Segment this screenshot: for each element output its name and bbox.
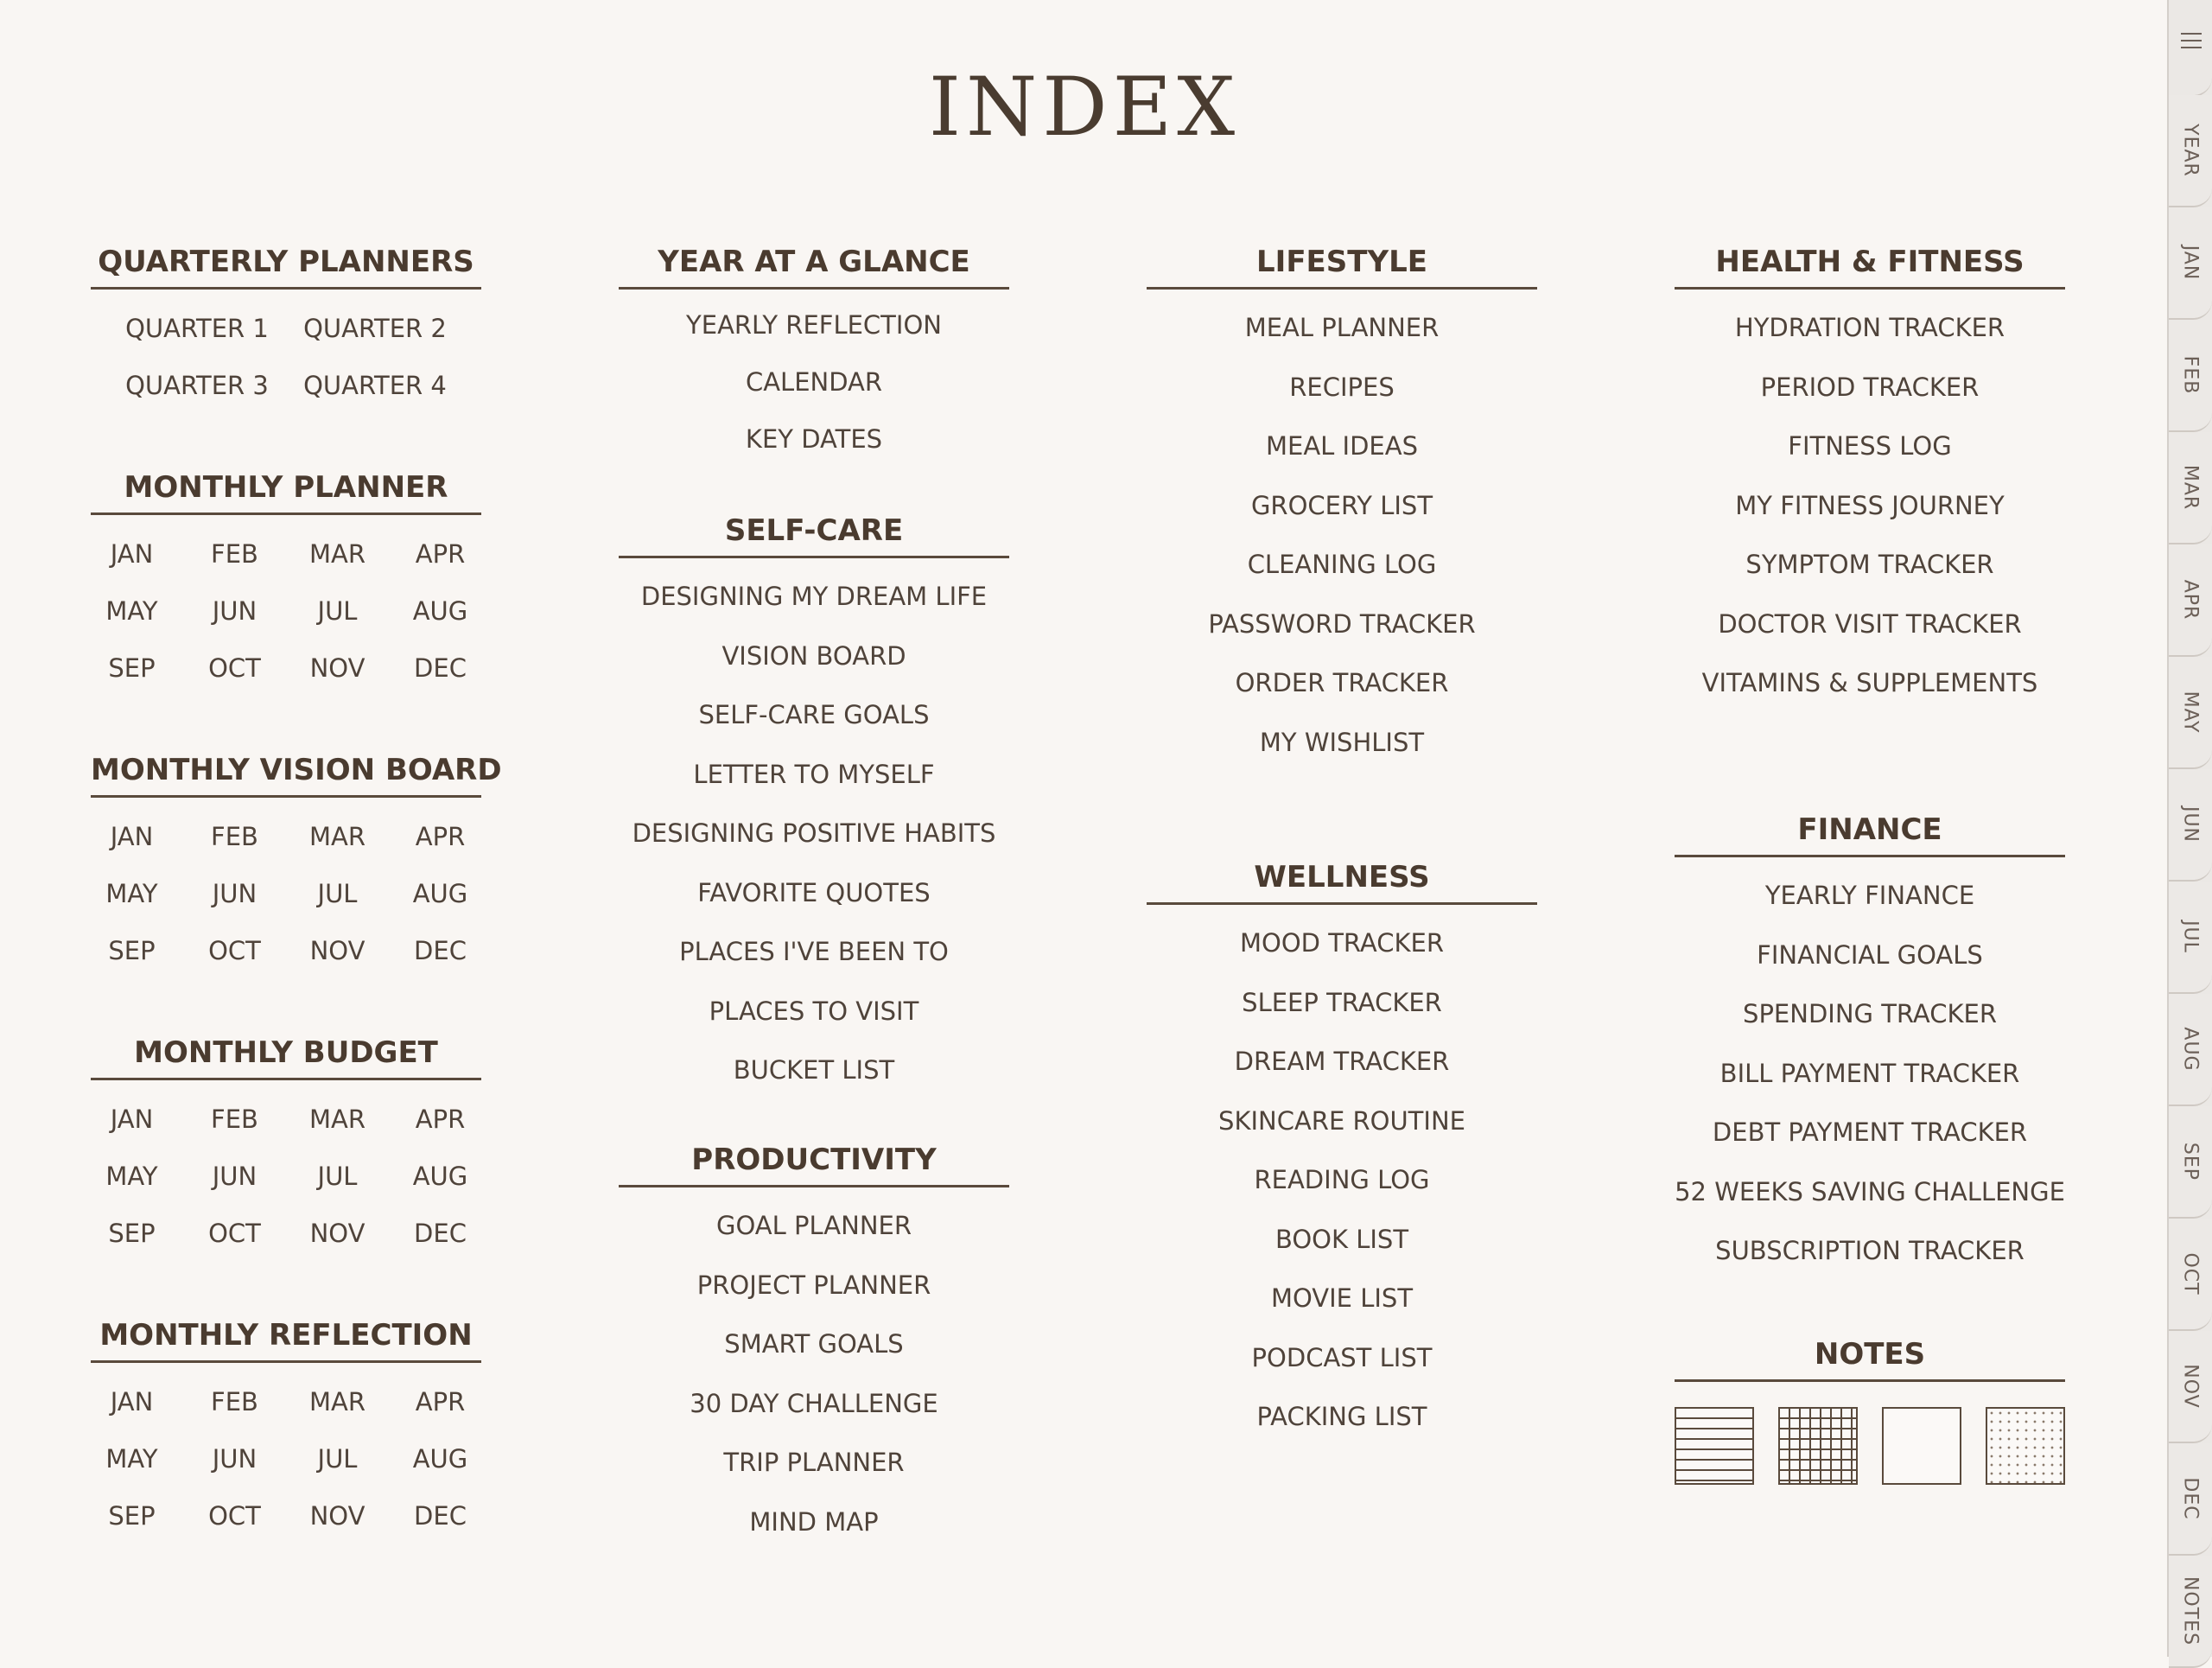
tab-feb[interactable] (2169, 320, 2212, 432)
health-fitness-item[interactable]: SYMPTOM TRACKER (1745, 550, 1994, 579)
vision-board-month-mar[interactable]: MAR (308, 822, 365, 851)
vision-board-month-oct[interactable]: OCT (208, 936, 261, 965)
monthly-planner-month-jun[interactable]: JUN (212, 596, 257, 626)
lifestyle-item[interactable]: GROCERY LIST (1250, 490, 1433, 520)
notes-section (1675, 1333, 2065, 1485)
productivity-heading: PRODUCTIVITY (619, 1138, 1009, 1187)
wellness-item[interactable]: SKINCARE ROUTINE (1218, 1105, 1465, 1136)
monthly-planner-month-apr[interactable]: APR (415, 539, 466, 569)
finance-item[interactable]: SUBSCRIPTION TRACKER (1715, 1236, 2024, 1265)
tab-label: YEAR (2179, 124, 2202, 177)
tab-label: OCT (2179, 1252, 2202, 1296)
tab-label: NOTES (2179, 1576, 2202, 1646)
lifestyle-item[interactable]: ORDER TRACKER (1235, 668, 1449, 697)
vision-board-month-jun[interactable]: JUN (212, 879, 257, 908)
productivity-section (619, 1138, 1009, 1551)
finance-item[interactable]: BILL PAYMENT TRACKER (1719, 1058, 2020, 1088)
health-fitness-heading: HEALTH & FITNESS (1675, 240, 2065, 290)
tab-label: DEC (2179, 1477, 2202, 1520)
lifestyle-item[interactable]: MY WISHLIST (1259, 727, 1425, 757)
self-care-section (619, 509, 1009, 1100)
self-care-item[interactable]: PLACES I'VE BEEN TO (679, 937, 949, 966)
monthly-planner-month-aug[interactable]: AUG (412, 596, 468, 626)
productivity-list (619, 1196, 1009, 1551)
lifestyle-list (1147, 298, 1537, 772)
notes-heading: NOTES (1675, 1333, 2065, 1382)
monthly-budget-month-jan[interactable]: JAN (110, 1105, 154, 1134)
lifestyle-item[interactable]: MEAL PLANNER (1244, 313, 1440, 342)
monthly-budget-month-sep[interactable]: SEP (108, 1219, 156, 1248)
key-dates-link[interactable]: KEY DATES (745, 424, 883, 454)
health-fitness-section (1675, 240, 2065, 713)
dotted-icon[interactable] (1986, 1407, 2065, 1485)
tab-jan[interactable] (2169, 207, 2212, 320)
self-care-item[interactable]: SELF-CARE GOALS (698, 700, 930, 729)
self-care-item[interactable]: BUCKET LIST (733, 1055, 895, 1085)
monthly-reflection-month-oct[interactable]: OCT (208, 1501, 261, 1531)
tab-jun[interactable] (2169, 769, 2212, 882)
tab-apr[interactable] (2169, 544, 2212, 657)
lifestyle-item[interactable]: MEAL IDEAS (1265, 431, 1418, 461)
tab-nov[interactable] (2169, 1331, 2212, 1443)
lifestyle-item[interactable]: PASSWORD TRACKER (1208, 608, 1476, 639)
health-fitness-list (1675, 298, 2065, 713)
tab-notes[interactable] (2169, 1556, 2212, 1668)
finance-item[interactable]: SPENDING TRACKER (1743, 999, 1997, 1028)
quarter-1-link[interactable]: QUARTER 1 (125, 314, 269, 343)
wellness-item[interactable]: PODCAST LIST (1251, 1342, 1433, 1372)
tab-dec[interactable] (2169, 1443, 2212, 1556)
vision-board-month-dec[interactable]: DEC (414, 936, 467, 965)
monthly-vision-board-heading: MONTHLY VISION BOARD (91, 748, 481, 798)
monthly-budget-section (91, 1031, 481, 1262)
menu-tab[interactable] (2169, 0, 2212, 97)
monthly-budget-heading: MONTHLY BUDGET (91, 1031, 481, 1080)
quarterly-planners-section (91, 240, 481, 414)
monthly-planner-month-jan[interactable]: JAN (110, 539, 154, 569)
monthly-budget-month-feb[interactable]: FEB (211, 1105, 258, 1134)
year-at-a-glance-heading: YEAR AT A GLANCE (619, 240, 1009, 290)
self-care-list (619, 567, 1009, 1100)
tab-label: JAN (2179, 245, 2202, 281)
finance-section (1675, 808, 2065, 1281)
vision-board-month-apr[interactable]: APR (415, 822, 466, 851)
monthly-budget-month-dec[interactable]: DEC (414, 1219, 467, 1248)
monthly-reflection-month-mar[interactable]: MAR (308, 1387, 365, 1417)
tab-label: MAY (2179, 691, 2202, 734)
blank-icon[interactable] (1882, 1407, 1961, 1485)
monthly-reflection-month-jun[interactable]: JUN (212, 1444, 257, 1474)
monthly-planner-month-feb[interactable]: FEB (211, 539, 258, 569)
monthly-reflection-heading: MONTHLY REFLECTION (91, 1314, 481, 1363)
vision-board-month-nov[interactable]: NOV (309, 936, 365, 965)
lifestyle-item[interactable]: RECIPES (1289, 372, 1395, 402)
monthly-planner-month-jul[interactable]: JUL (317, 596, 358, 626)
tab-label: FEB (2179, 355, 2202, 395)
monthly-reflection-month-feb[interactable]: FEB (211, 1387, 258, 1417)
tab-label: NOV (2179, 1364, 2202, 1409)
monthly-planner-heading: MONTHLY PLANNER (91, 466, 481, 515)
productivity-item[interactable]: SMART GOALS (724, 1329, 904, 1359)
self-care-item[interactable]: LETTER TO MYSELF (693, 759, 935, 789)
calendar-link[interactable]: CALENDAR (745, 367, 883, 397)
monthly-reflection-section (91, 1314, 481, 1544)
monthly-reflection-month-jan[interactable]: JAN (110, 1387, 154, 1417)
self-care-item[interactable]: FAVORITE QUOTES (697, 877, 931, 907)
self-care-item[interactable]: VISION BOARD (721, 640, 906, 671)
tab-label: AUG (2179, 1027, 2202, 1072)
vision-board-month-sep[interactable]: SEP (108, 936, 156, 965)
finance-list (1675, 866, 2065, 1281)
productivity-item[interactable]: TRIP PLANNER (723, 1448, 905, 1477)
monthly-reflection-month-may[interactable]: MAY (105, 1444, 158, 1474)
vision-board-month-may[interactable]: MAY (105, 879, 158, 908)
tab-year[interactable] (2169, 95, 2212, 207)
monthly-planner-section (91, 466, 481, 697)
tab-label: SEP (2179, 1142, 2202, 1181)
tab-mar[interactable] (2169, 432, 2212, 544)
tab-sep[interactable] (2169, 1106, 2212, 1219)
monthly-reflection-month-apr[interactable]: APR (415, 1387, 466, 1417)
monthly-vision-board-section (91, 748, 502, 979)
monthly-planner-month-may[interactable]: MAY (105, 596, 158, 626)
monthly-planner-month-mar[interactable]: MAR (308, 539, 365, 569)
tab-oct[interactable] (2169, 1219, 2212, 1331)
lifestyle-section (1147, 240, 1537, 772)
productivity-item[interactable]: MIND MAP (749, 1506, 879, 1537)
monthly-budget-month-aug[interactable]: AUG (412, 1162, 468, 1191)
finance-heading: FINANCE (1675, 808, 2065, 857)
side-tab-strip (2167, 0, 2212, 1657)
wellness-item[interactable]: PACKING LIST (1256, 1402, 1427, 1431)
lifestyle-heading: LIFESTYLE (1147, 240, 1537, 290)
health-fitness-item[interactable]: MY FITNESS JOURNEY (1735, 490, 2005, 520)
health-fitness-item[interactable]: DOCTOR VISIT TRACKER (1718, 608, 2022, 639)
monthly-budget-months (91, 1091, 481, 1262)
tab-aug[interactable] (2169, 994, 2212, 1106)
tab-label: MAR (2179, 464, 2202, 511)
monthly-reflection-month-sep[interactable]: SEP (108, 1501, 156, 1531)
grid-icon[interactable] (1778, 1407, 1858, 1485)
tab-label: APR (2179, 579, 2202, 621)
monthly-reflection-month-nov[interactable]: NOV (309, 1501, 365, 1531)
wellness-item[interactable]: BOOK LIST (1274, 1224, 1409, 1254)
quarterly-planners-heading: QUARTERLY PLANNERS (91, 240, 481, 290)
lined-icon[interactable] (1675, 1407, 1754, 1485)
self-care-item[interactable]: PLACES TO VISIT (709, 996, 919, 1026)
finance-item[interactable]: YEARLY FINANCE (1764, 881, 1975, 910)
monthly-planner-month-nov[interactable]: NOV (309, 653, 365, 683)
vision-board-month-aug[interactable]: AUG (412, 879, 468, 908)
vision-board-month-jan[interactable]: JAN (110, 822, 154, 851)
finance-item[interactable]: 52 WEEKS SAVING CHALLENGE (1675, 1176, 2065, 1206)
tab-jul[interactable] (2169, 882, 2212, 994)
monthly-reflection-month-jul[interactable]: JUL (317, 1444, 358, 1474)
page-title: INDEX (928, 60, 1241, 155)
menu-icon (2181, 33, 2202, 54)
tab-label: JUN (2179, 805, 2202, 844)
tab-may[interactable] (2169, 657, 2212, 769)
monthly-planner-month-sep[interactable]: SEP (108, 653, 156, 683)
wellness-item[interactable]: SLEEP TRACKER (1242, 987, 1442, 1017)
monthly-budget-month-nov[interactable]: NOV (309, 1219, 365, 1248)
monthly-budget-month-may[interactable]: MAY (105, 1162, 158, 1191)
productivity-item[interactable]: PROJECT PLANNER (696, 1270, 931, 1300)
yearly-reflection-link[interactable]: YEARLY REFLECTION (686, 310, 942, 340)
monthly-reflection-month-aug[interactable]: AUG (412, 1444, 468, 1474)
monthly-reflection-months (91, 1373, 481, 1544)
wellness-list (1147, 914, 1537, 1447)
monthly-planner-months (91, 525, 481, 697)
health-fitness-item[interactable]: HYDRATION TRACKER (1734, 313, 2005, 342)
self-care-item[interactable]: DESIGNING POSITIVE HABITS (632, 818, 996, 848)
vision-board-month-feb[interactable]: FEB (211, 822, 258, 851)
lifestyle-item[interactable]: CLEANING LOG (1247, 550, 1437, 579)
wellness-section (1147, 856, 1537, 1447)
vision-board-month-jul[interactable]: JUL (317, 879, 358, 908)
tab-label: JUL (2179, 920, 2202, 953)
wellness-heading: WELLNESS (1147, 856, 1537, 905)
monthly-planner-month-oct[interactable]: OCT (208, 653, 261, 683)
productivity-item[interactable]: GOAL PLANNER (715, 1211, 912, 1240)
monthly-vision-board-months (91, 808, 481, 979)
finance-item[interactable]: FINANCIAL GOALS (1757, 939, 1983, 970)
wellness-item[interactable]: MOOD TRACKER (1240, 928, 1444, 958)
monthly-budget-month-jul[interactable]: JUL (317, 1162, 358, 1191)
self-care-heading: SELF-CARE (619, 509, 1009, 558)
health-fitness-item[interactable]: VITAMINS & SUPPLEMENTS (1701, 668, 2038, 697)
wellness-item[interactable]: READING LOG (1254, 1165, 1430, 1194)
monthly-budget-month-apr[interactable]: APR (415, 1105, 466, 1134)
quarter-3-link[interactable]: QUARTER 3 (125, 371, 269, 400)
finance-item[interactable]: DEBT PAYMENT TRACKER (1712, 1117, 2028, 1147)
health-fitness-item[interactable]: PERIOD TRACKER (1760, 372, 1980, 402)
monthly-reflection-month-dec[interactable]: DEC (414, 1501, 467, 1531)
year-at-a-glance-section (619, 240, 1009, 468)
productivity-item[interactable]: 30 DAY CHALLENGE (690, 1388, 938, 1418)
quarter-4-link[interactable]: QUARTER 4 (303, 371, 447, 400)
monthly-budget-month-oct[interactable]: OCT (208, 1219, 261, 1248)
monthly-budget-month-jun[interactable]: JUN (212, 1162, 257, 1191)
wellness-item[interactable]: MOVIE LIST (1270, 1283, 1414, 1313)
monthly-budget-month-mar[interactable]: MAR (308, 1105, 365, 1134)
wellness-item[interactable]: DREAM TRACKER (1234, 1047, 1450, 1076)
quarter-2-link[interactable]: QUARTER 2 (303, 314, 447, 343)
health-fitness-item[interactable]: FITNESS LOG (1788, 431, 1952, 461)
self-care-item[interactable]: DESIGNING MY DREAM LIFE (640, 582, 988, 611)
monthly-planner-month-dec[interactable]: DEC (414, 653, 467, 683)
